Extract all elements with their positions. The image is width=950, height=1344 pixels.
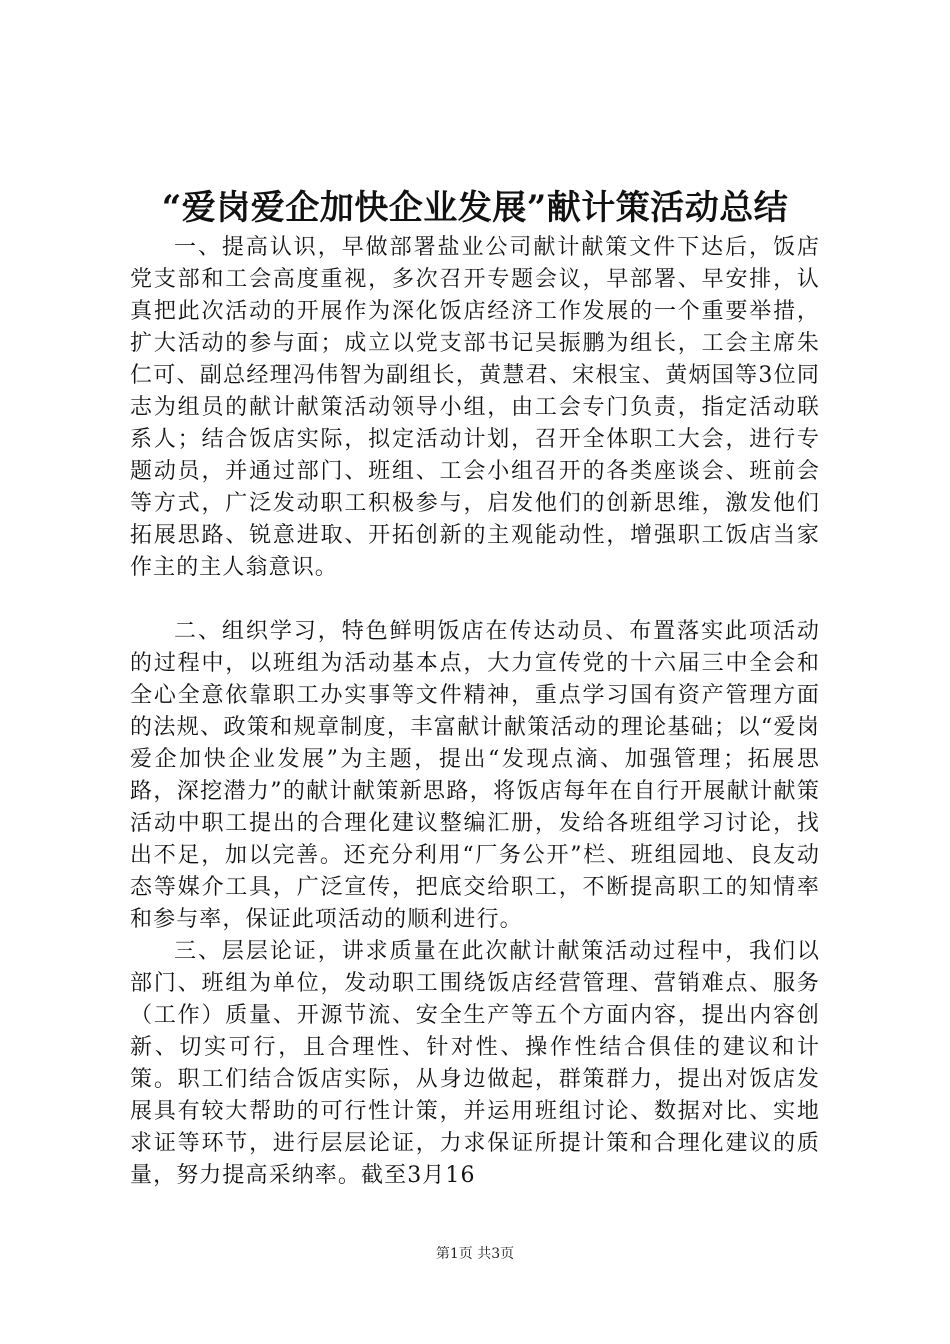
paragraph-2: 二、组织学习，特色鲜明饭店在传达动员、布置落实此项活动的过程中，以班组为活动基本点，大力宣传党的十六届三中全会和全心全意依靠职工办实事等文件精神，重点学习国有资产管理方面的法规、政策和规章制度，丰富献计献策活动的理论基础；以“爱岗爱企加快企业发展”为主题，提出“发现点滴、加强管理；拓展思路，深挖潜力”的献计献策新思路，将饭店每年在自行开展献计献策活动中职工提出的合理化建议整编汇册，发给各班组学习讨论，找出不足，加以完善。还充分利用“厂务公开”栏、班组园地、良友动态等媒介工具，广泛宣传，把底交给职工，不断提高职工的知情率和参与率，保证此项活动的顺利进行。 (130, 619, 820, 932)
page-number-footer: 第1页 共3页 (435, 1246, 515, 1262)
paragraph-1: 一、提高认识，早做部署盐业公司献计献策文件下达后，饭店党支部和工会高度重视，多次召开专题会议，早部署、早安排，认真把此次活动的开展作为深化饭店经济工作发展的一个重要举措，扩大活动的参与面；成立以党支部书记吴振鹏为组长，工会主席朱仁可、副总经理冯伟智为副组长，黄慧君、宋根宝、黄炳国等3位同志为组员的献计献策活动领导小组，由工会专门负责，指定活动联系人；结合饭店实际，拟定活动计划，召开全体职工大会，进行专题动员，并通过部门、班组、工会小组召开的各类座谈会、班前会等方式，广泛发动职工积极参与，启发他们的创新思维，激发他们拓展思路、锐意进取、开拓创新的主观能动性，增强职工饭店当家作主的主人翁意识。 (130, 235, 820, 580)
document-body (130, 232, 820, 1192)
paragraph-3: 三、层层论证，讲求质量在此次献计献策活动过程中，我们以部门、班组为单位，发动职工围绕饭店经营管理、营销难点、服务（工作）质量、开源节流、安全生产等五个方面内容，提出内容创新、切实可行，且合理性、针对性、操作性结合俱佳的建议和计策。职工们结合饭店实际，从身边做起，群策群力，提出对饭店发展具有较大帮助的可行性计策，并运用班组讨论、数据对比、实地求证等环节，进行层层论证，力求保证所提计策和合理化建议的质量，努力提高采纳率。截至3月16 (130, 939, 820, 1188)
document-title: “爱岗爱企加快企业发展”献计策活动总结 (161, 188, 789, 228)
